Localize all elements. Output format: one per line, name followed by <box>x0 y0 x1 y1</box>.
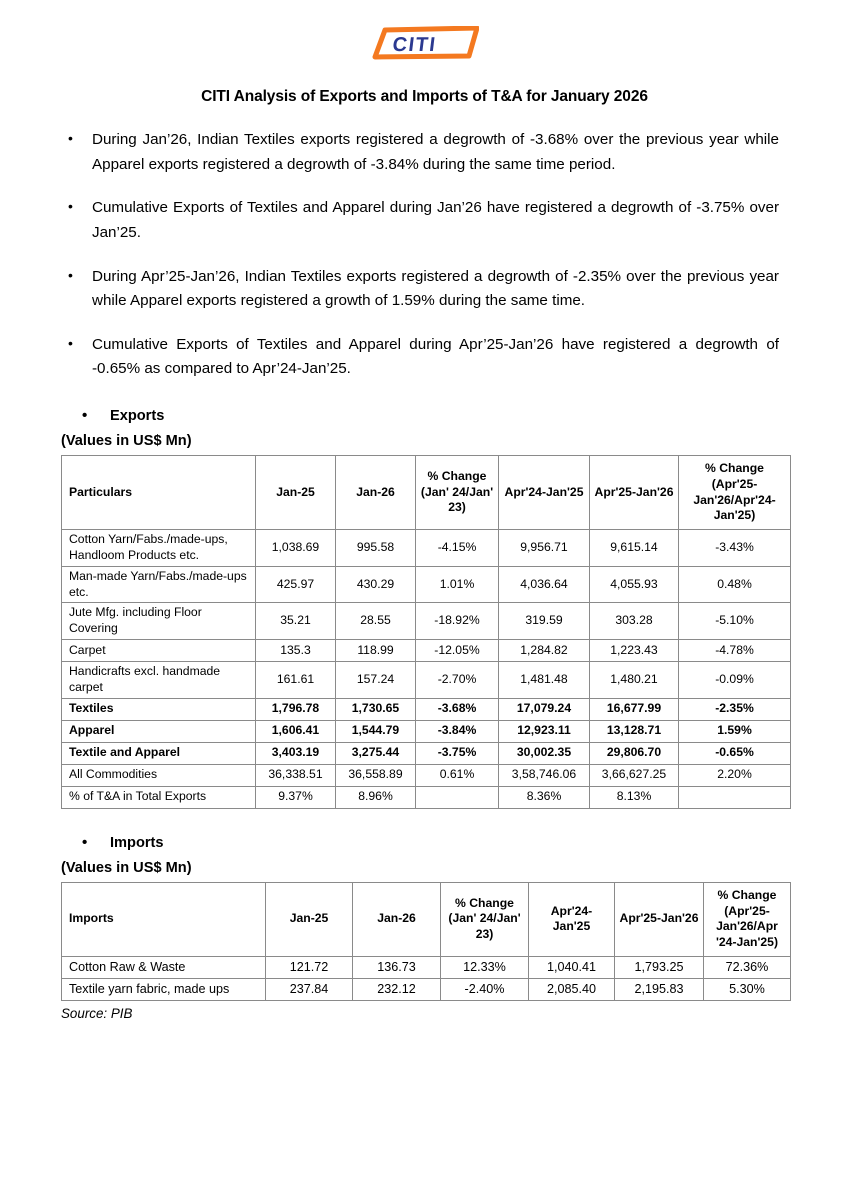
cell-value: 118.99 <box>336 640 416 662</box>
cell-label: Cotton Raw & Waste <box>62 956 266 978</box>
list-item: • During Jan’26, Indian Textiles exports registered a degrowth of -3.68% over the previous year while Apparel exports registered a degrowth of -3.84% during the same time period. <box>0 128 849 177</box>
citi-logo <box>371 26 479 60</box>
cell-value: -2.70% <box>416 662 499 699</box>
cell-value: 1,040.41 <box>529 956 615 978</box>
cell-value: 4,055.93 <box>590 566 679 603</box>
cell-value: 16,677.99 <box>590 698 679 720</box>
cell-value: 3,58,746.06 <box>499 764 590 786</box>
cell-value: 1,481.48 <box>499 662 590 699</box>
cell-label: Man-made Yarn/Fabs./made-ups etc. <box>62 566 256 603</box>
cell-value: -4.78% <box>679 640 791 662</box>
cell-value: 2,085.40 <box>529 978 615 1000</box>
cell-value: 135.3 <box>256 640 336 662</box>
cell-value: 3,66,627.25 <box>590 764 679 786</box>
exports-section-heading: • Exports <box>0 408 849 424</box>
cell-value: 319.59 <box>499 603 590 640</box>
page-title: CITI Analysis of Exports and Imports of T&A for January 2026 <box>201 88 648 105</box>
column-header-pct-change-cumulative: % Change (Apr'25-Jan'26/Apr '24-Jan'25) <box>704 882 791 956</box>
cell-label: All Commodities <box>62 764 256 786</box>
cell-value: 1,796.78 <box>256 698 336 720</box>
cell-value: 303.28 <box>590 603 679 640</box>
table-header-row <box>62 882 791 956</box>
table-row <box>62 786 791 808</box>
cell-label: % of T&A in Total Exports <box>62 786 256 808</box>
imports-values-note: (Values in US$ Mn) <box>61 859 192 876</box>
cell-label: Apparel <box>62 720 256 742</box>
cell-value: 8.13% <box>590 786 679 808</box>
cell-value: 3,275.44 <box>336 742 416 764</box>
exports-table-body <box>62 530 791 809</box>
cell-value: 1,284.82 <box>499 640 590 662</box>
cell-value: -5.10% <box>679 603 791 640</box>
cell-label: Textiles <box>62 698 256 720</box>
column-header-imports: Imports <box>62 882 266 956</box>
cell-value: 29,806.70 <box>590 742 679 764</box>
column-header-particulars: Particulars <box>62 456 256 530</box>
cell-value: 30,002.35 <box>499 742 590 764</box>
cell-value: 9.37% <box>256 786 336 808</box>
cell-value: 12,923.11 <box>499 720 590 742</box>
cell-label: Jute Mfg. including Floor Covering <box>62 603 256 640</box>
cell-value: 1,606.41 <box>256 720 336 742</box>
table-row <box>62 662 791 699</box>
cell-value: 136.73 <box>353 956 441 978</box>
cell-value: -0.09% <box>679 662 791 699</box>
table-row <box>62 978 791 1000</box>
cell-label: Textile and Apparel <box>62 742 256 764</box>
list-item: • During Apr’25-Jan’26, Indian Textiles exports registered a degrowth of -2.35% over the previous year while Apparel exports registered a growth of 1.59% during the same time. <box>0 265 849 314</box>
column-header-jan25: Jan-25 <box>256 456 336 530</box>
column-header-apr24-jan25: Apr'24-Jan'25 <box>529 882 615 956</box>
summary-bullet-list <box>0 128 849 382</box>
cell-value: 237.84 <box>266 978 353 1000</box>
column-header-jan26: Jan-26 <box>336 456 416 530</box>
cell-value: 232.12 <box>353 978 441 1000</box>
cell-value: 1,038.69 <box>256 530 336 567</box>
cell-value: 1,223.43 <box>590 640 679 662</box>
column-header-pct-change-monthly: % Change (Jan' 24/Jan' 23) <box>416 456 499 530</box>
table-row <box>62 956 791 978</box>
cell-value: 0.61% <box>416 764 499 786</box>
cell-value: 9,615.14 <box>590 530 679 567</box>
imports-section-heading: • Imports <box>0 835 849 851</box>
cell-value: 1,480.21 <box>590 662 679 699</box>
cell-value: 5.30% <box>704 978 791 1000</box>
table-row <box>62 742 791 764</box>
cell-value: -18.92% <box>416 603 499 640</box>
cell-value: 36,338.51 <box>256 764 336 786</box>
cell-value: 13,128.71 <box>590 720 679 742</box>
cell-value: 28.55 <box>336 603 416 640</box>
list-item: • Cumulative Exports of Textiles and Apparel during Apr’25-Jan’26 have registered a degrowth of -0.65% as compared to Apr’24-Jan’25. <box>0 333 849 382</box>
cell-value: 1.01% <box>416 566 499 603</box>
cell-label: Cotton Yarn/Fabs./made-ups, Handloom Products etc. <box>62 530 256 567</box>
cell-value: 17,079.24 <box>499 698 590 720</box>
cell-value: 995.58 <box>336 530 416 567</box>
cell-value: 9,956.71 <box>499 530 590 567</box>
cell-value: 36,558.89 <box>336 764 416 786</box>
table-row <box>62 698 791 720</box>
cell-value: -2.35% <box>679 698 791 720</box>
cell-value: 121.72 <box>266 956 353 978</box>
column-header-pct-change-cumulative: % Change (Apr'25-Jan'26/Apr'24-Jan'25) <box>679 456 791 530</box>
exports-table <box>61 455 791 809</box>
cell-value: 1,730.65 <box>336 698 416 720</box>
exports-values-note: (Values in US$ Mn) <box>61 433 192 449</box>
cell-value: 0.48% <box>679 566 791 603</box>
cell-value: 1.59% <box>679 720 791 742</box>
cell-value: -3.84% <box>416 720 499 742</box>
cell-value: 157.24 <box>336 662 416 699</box>
cell-value: 161.61 <box>256 662 336 699</box>
cell-value: -0.65% <box>679 742 791 764</box>
cell-value: -4.15% <box>416 530 499 567</box>
cell-value: 425.97 <box>256 566 336 603</box>
cell-value: 1,793.25 <box>615 956 704 978</box>
imports-table-body <box>62 956 791 1000</box>
cell-label: Textile yarn fabric, made ups <box>62 978 266 1000</box>
column-header-apr25-jan26: Apr'25-Jan'26 <box>590 456 679 530</box>
cell-value: 8.96% <box>336 786 416 808</box>
cell-value: 35.21 <box>256 603 336 640</box>
table-row <box>62 640 791 662</box>
table-row <box>62 603 791 640</box>
cell-value: -2.40% <box>441 978 529 1000</box>
column-header-apr25-jan26: Apr'25-Jan'26 <box>615 882 704 956</box>
cell-value: -12.05% <box>416 640 499 662</box>
list-item: • Cumulative Exports of Textiles and Apparel during Jan’26 have registered a degrowth of -3.75% over Jan’25. <box>0 196 849 245</box>
cell-value: 4,036.64 <box>499 566 590 603</box>
table-row <box>62 530 791 567</box>
cell-value: -3.75% <box>416 742 499 764</box>
cell-label: Carpet <box>62 640 256 662</box>
citi-logo-icon <box>371 26 479 60</box>
cell-value: 8.36% <box>499 786 590 808</box>
table-row <box>62 566 791 603</box>
table-header-row <box>62 456 791 530</box>
cell-value: 72.36% <box>704 956 791 978</box>
cell-label: Handicrafts excl. handmade carpet <box>62 662 256 699</box>
cell-value <box>416 786 499 808</box>
table-row <box>62 720 791 742</box>
column-header-apr24-jan25: Apr'24-Jan'25 <box>499 456 590 530</box>
cell-value: 430.29 <box>336 566 416 603</box>
cell-value <box>679 786 791 808</box>
column-header-jan25: Jan-25 <box>266 882 353 956</box>
table-row <box>62 764 791 786</box>
column-header-jan26: Jan-26 <box>353 882 441 956</box>
cell-value: 2,195.83 <box>615 978 704 1000</box>
imports-table <box>61 882 791 1001</box>
cell-value: 1,544.79 <box>336 720 416 742</box>
source-note: Source: PIB <box>61 1005 133 1021</box>
logo-container <box>0 0 849 60</box>
cell-value: -3.68% <box>416 698 499 720</box>
column-header-pct-change-monthly: % Change (Jan' 24/Jan' 23) <box>441 882 529 956</box>
cell-value: 12.33% <box>441 956 529 978</box>
cell-value: 3,403.19 <box>256 742 336 764</box>
cell-value: 2.20% <box>679 764 791 786</box>
svg-text:CITI: CITI <box>390 34 438 56</box>
cell-value: -3.43% <box>679 530 791 567</box>
